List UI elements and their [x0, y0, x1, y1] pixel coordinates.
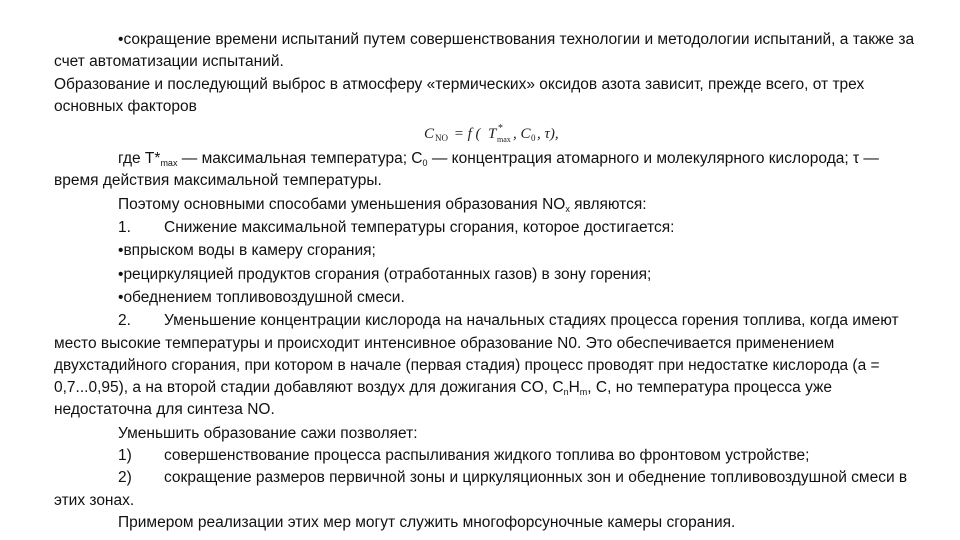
item-number: 2)	[118, 469, 132, 487]
paragraph-example: Примером реализации этих мер могут служить многофорсуночные камеры сгорания.	[118, 513, 736, 531]
item-sub-n: n	[563, 387, 569, 398]
formula-image	[424, 121, 604, 147]
bullet-marker: •	[118, 265, 124, 283]
item-number: 1)	[118, 447, 132, 465]
item-text: Снижение максимальной температуры сгорания, которое достигается:	[164, 219, 675, 237]
bullet-paragraph-1	[54, 29, 924, 74]
methods-sub-x: x	[565, 203, 570, 214]
numbered-item-2	[54, 310, 924, 421]
item-text: совершенствование процесса распыливания жидкого топлива во фронтовом устройстве;	[164, 447, 810, 465]
def-text-a: где T*	[118, 150, 161, 168]
formula-lhs-sub: NO	[435, 133, 448, 144]
bullet-marker: •	[118, 31, 124, 48]
paragraph-factors: Образование и последующий выброс в атмосферу «термических» оксидов азота зависит, прежде всего, от трех основных факторов	[54, 75, 865, 115]
paragraph-methods-intro	[54, 194, 924, 216]
bullet-item-water-injection	[54, 240, 924, 262]
item-sub-m: m	[579, 387, 588, 398]
item-number: 2.	[118, 312, 131, 330]
paragraph-definitions	[54, 148, 924, 193]
bullet-text: впрыском воды в камеру сгорания;	[123, 242, 376, 260]
numbered-item-1	[54, 217, 924, 239]
def-sub-max: max	[160, 158, 178, 169]
item-text-a: Уменьшение концентрации кислорода на начальных стадиях процесса горения топлива, когда имеют место высокие температуры и происходит интенсивное образование N0. Это обеспечивается применением двухстадийного сгорания, при котором в начале (первая стадия) процесс проводят при недостатке кислорода (a = 0,7...0,95), а на второй стадии добавляют воздух для дожигания CO, C	[54, 312, 899, 397]
def-text-b: — максимальная температура; C	[177, 150, 423, 168]
bullet-marker: •	[118, 242, 124, 260]
bullet-text: обеднением топливовоздушной смеси.	[123, 288, 405, 306]
methods-text-a: Поэтому основными способами уменьшения образования NO	[118, 195, 566, 213]
def-text-c: — концентрация атомарного и молекулярного кислорода; τ — время действия максимальной температуры.	[54, 150, 879, 190]
bullet-text: рециркуляцией продуктов сгорания (отработанных газов) в зону горения;	[123, 265, 652, 283]
bullet-item-lean-mixture	[54, 287, 924, 309]
formula-t-sub: max	[497, 135, 511, 145]
document-text	[54, 29, 924, 534]
item-text-b: , C, но температура процесса уже недостаточна для синтеза NO.	[54, 379, 833, 419]
formula-c0-sub: 0	[531, 133, 536, 144]
bullet-marker: •	[118, 288, 124, 306]
formula-eq: = f (	[450, 126, 481, 143]
numbered-soot-item-2	[54, 467, 924, 512]
formula-t-sup: *	[498, 123, 503, 135]
formula-no-concentration	[54, 118, 924, 148]
item-number: 1.	[118, 219, 131, 237]
bullet-item-recirculation	[54, 264, 924, 286]
formula-t: T	[488, 126, 497, 143]
formula-tau: , τ),	[537, 126, 559, 143]
numbered-soot-item-1	[54, 445, 924, 467]
paragraph-soot-intro: Уменьшить образование сажи позволяет:	[118, 424, 418, 442]
item-text: сокращение размеров первичной зоны и циркуляционных зон и обеднение топливовоздушной смеси в этих зонах.	[54, 469, 908, 509]
def-sub-0: 0	[422, 158, 428, 169]
item-text-h: H	[568, 379, 580, 397]
formula-c0: , C	[513, 126, 531, 143]
paragraph-text: сокращение времени испытаний путем совершенствования технологии и методологии испытаний, а также за счет автоматизации испытаний.	[54, 31, 915, 71]
formula-lhs: C	[424, 126, 435, 143]
methods-text-b: являются:	[569, 195, 647, 213]
